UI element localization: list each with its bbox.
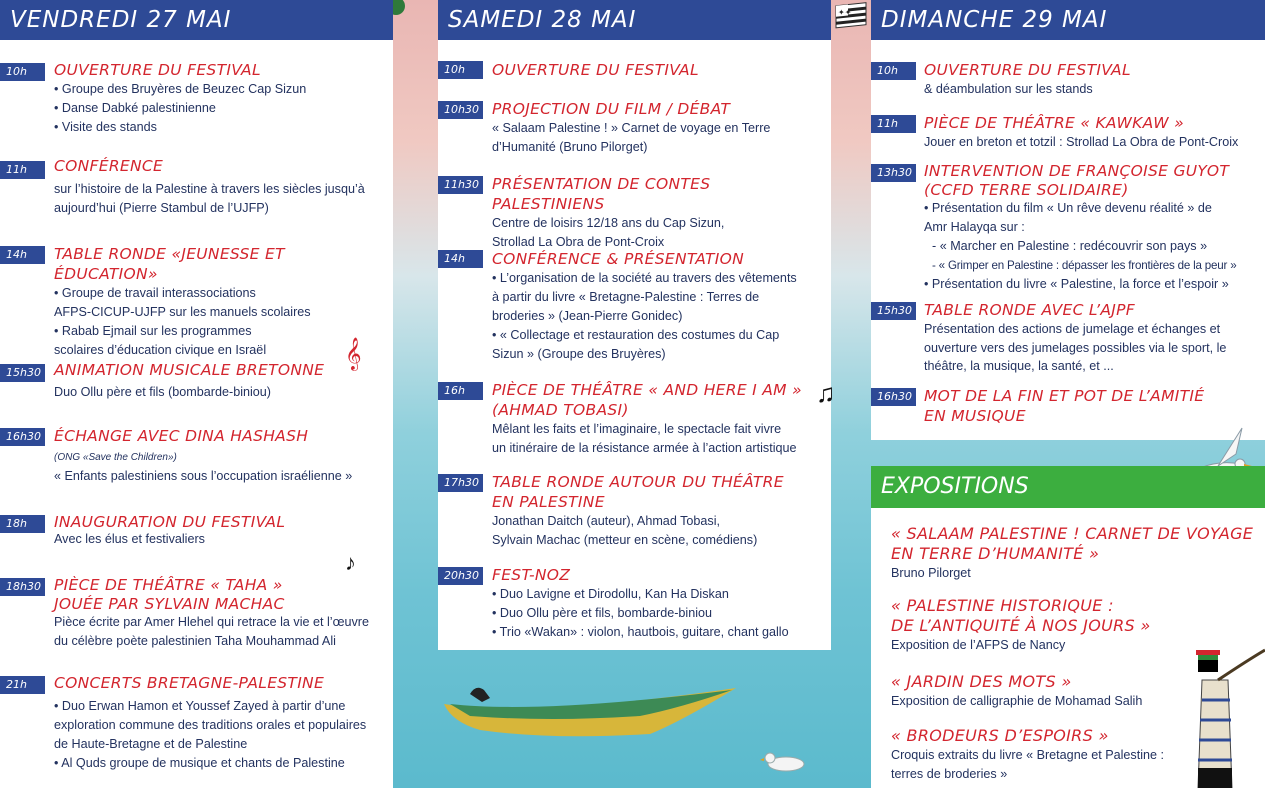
event-title: INAUGURATION DU FESTIVAL [54,513,286,531]
event-line: • « Collectage et restauration des costumes du Cap [492,328,780,342]
friday-column [0,0,393,788]
event-line: du célèbre poète palestinien Taha Mouhammad Ali [54,634,336,648]
friday-event-1 [0,60,393,140]
event-line: à partir du livre « Bretagne-Palestine : Terres de [492,290,760,304]
event-time: 16h30 [0,428,45,446]
sunday-event-2 [871,113,1265,157]
event-title: PRÉSENTATION DE CONTES PALESTINIENS [492,175,711,213]
event-line: • Présentation du film « Un rêve devenu réalité » de [924,201,1212,215]
sunday-column [871,0,1265,440]
svg-text:✦✦: ✦✦ [838,8,852,17]
event-line: AFPS-CICUP-UJFP sur les manuels scolaires [54,305,311,319]
event-line: Jonathan Daitch (auteur), Ahmad Tobasi, [492,514,720,528]
expo-title-2: DE L’ANTIQUITÉ À NOS JOURS » [891,616,1151,635]
event-time: 18h30 [0,578,45,596]
event-line: • Rabab Ejmail sur les programmes [54,324,252,338]
event-title: OUVERTURE DU FESTIVAL [54,61,261,79]
friday-header: VENDREDI 27 MAI [0,0,393,40]
event-time: 17h30 [438,474,483,492]
event-line: Sizun » (Groupe des Bruyères) [492,347,666,361]
event-line: exploration commune des traditions orales et populaires [54,718,367,732]
seagull-small-icon [760,748,810,774]
sunday-header: DIMANCHE 29 MAI [871,0,1265,40]
event-line: Présentation des actions de jumelage et échanges et [924,322,1221,336]
expo-text: Croquis extraits du livre « Bretagne et Palestine : [891,748,1165,762]
event-time: 10h30 [438,101,483,119]
saturday-event-3 [438,174,831,249]
event-line: & déambulation sur les stands [924,82,1093,96]
event-title: TABLE RONDE AUTOUR DU THÉÂTRE [492,473,784,491]
event-title: MOT DE LA FIN ET POT DE L’AMITIÉ [924,387,1205,405]
saturday-event-4 [438,249,831,369]
saturday-event-5 [438,380,831,460]
event-line: « Salaam Palestine ! » Carnet de voyage en Terre [492,121,771,135]
saturday-event-7 [438,565,831,645]
friday-event-8 [0,673,393,783]
event-title: OUVERTURE DU FESTIVAL [492,61,699,79]
event-time: 15h30 [871,302,916,320]
event-line: Mêlant les faits et l’imaginaire, le spectacle fait vivre [492,422,782,436]
event-time: 18h [0,515,45,533]
event-line: - « Grimper en Palestine : dépasser les frontières de la peur » [932,259,1237,272]
treble-clef-icon: 𝄞 [345,338,362,369]
sunday-event-1 [871,60,1265,104]
event-line: • Danse Dabké palestinienne [54,101,216,115]
event-title-2: (CCFD TERRE SOLIDAIRE) [924,181,1129,199]
event-line: • L’organisation de la société au travers des vêtements [492,271,797,285]
event-time: 16h [438,382,483,400]
expo-text-2: terres de broderies » [891,767,1008,781]
friday-event-6 [0,512,393,575]
friday-event-5 [0,426,393,496]
event-note: (ONG «Save the Children») [54,452,177,463]
event-title: OUVERTURE DU FESTIVAL [924,61,1131,79]
saturday-event-1 [438,60,831,86]
event-line: Sylvain Machac (metteur en scène, comédiens) [492,533,758,547]
event-title: PIÈCE DE THÉÂTRE « TAHA » [54,576,283,594]
event-line: Pièce écrite par Amer Hlehel qui retrace la vie et l’œuvre [54,615,369,629]
event-title-2: EN MUSIQUE [924,407,1026,425]
event-title: PIÈCE DE THÉÂTRE « KAWKAW » [924,114,1184,132]
event-line: théâtre, la musique, la santé, et ... [924,359,1114,373]
event-title: ÉCHANGE AVEC DINA HASHASH [54,427,309,445]
event-time: 14h [438,250,483,268]
event-title: ANIMATION MUSICALE BRETONNE [54,361,325,379]
expo-title: « BRODEURS D’ESPOIRS » [891,726,1109,745]
event-title: CONFÉRENCE & PRÉSENTATION [492,250,745,268]
expo-title: « PALESTINE HISTORIQUE : [891,596,1114,615]
event-time: 11h30 [438,176,483,194]
event-title-2: EN PALESTINE [492,493,605,511]
saturday-event-6 [438,472,831,552]
expo-text: Bruno Pilorget [891,566,971,580]
breton-flag-icon [834,2,870,34]
event-line: • Duo Lavigne et Dirodollu, Kan Ha Diskan [492,587,729,601]
boat-illustration [440,682,740,742]
saturday-column [438,0,831,650]
lighthouse-illustration [1188,640,1265,788]
event-line: • Trio «Wakan» : violon, hautbois, guitare, chant gallo [492,625,789,639]
event-line: aujourd’hui (Pierre Stambul de l’UJFP) [54,201,269,215]
event-line: - « Marcher en Palestine : redécouvrir son pays » [932,239,1208,253]
event-line: • Al Quds groupe de musique et chants de Palestine [54,756,345,770]
music-notes-icon: ♫ [816,378,836,408]
event-line: d’Humanité (Bruno Pilorget) [492,140,648,154]
expo-item-1 [891,524,1261,583]
event-time: 14h [0,246,45,264]
event-line: • Présentation du livre « Palestine, la force et l’espoir » [924,277,1229,291]
event-title: PROJECTION DU FILM / DÉBAT [492,100,731,118]
sunday-event-4 [871,300,1265,380]
event-line: • Duo Ollu père et fils, bombarde-biniou [492,606,713,620]
expo-text: Exposition de calligraphie de Mohamad Salih [891,694,1143,708]
event-line: « Enfants palestiniens sous l’occupation israélienne » [54,469,353,483]
event-time: 10h [871,62,916,80]
expo-text: Exposition de l’AFPS de Nancy [891,638,1066,652]
event-title: CONFÉRENCE [54,157,164,175]
event-line: Jouer en breton et totzil : Strollad La Obra de Pont-Croix [924,135,1239,149]
friday-event-7 [0,575,393,655]
event-title: TABLE RONDE «JEUNESSE ET ÉDUCATION» [54,245,285,283]
event-title: TABLE RONDE AVEC L’AJPF [924,301,1135,319]
event-line: broderies » (Jean-Pierre Gonidec) [492,309,683,323]
event-line: • Groupe des Bruyères de Beuzec Cap Sizun [54,82,307,96]
friday-event-3 [0,244,393,357]
event-line: • Duo Erwan Hamon et Youssef Zayed à partir d’une [54,699,346,713]
event-line: ouverture vers des jumelages possibles via le sport, le [924,340,1227,355]
event-line: Strollad La Obra de Pont-Croix [492,235,665,249]
expositions-header: EXPOSITIONS [871,466,1265,508]
event-time: 15h30 [0,364,45,382]
friday-event-2 [0,156,393,226]
expo-title-2: EN TERRE D’HUMANITÉ » [891,544,1100,563]
event-time: 11h [871,115,916,133]
event-line: Amr Halayqa sur : [924,220,1025,234]
sunday-event-3 [871,162,1265,297]
event-time: 10h [438,61,483,79]
event-line: Centre de loisirs 12/18 ans du Cap Sizun, [492,216,725,230]
event-line: Avec les élus et festivaliers [54,532,205,546]
event-line: Duo Ollu père et fils (bombarde-biniou) [54,385,271,399]
event-title-2: (AHMAD TOBASI) [492,401,629,419]
music-note-icon: ♪ [345,550,356,575]
event-line: un itinéraire de la résistance armée à l’action artistique [492,441,797,455]
expo-title: « SALAAM PALESTINE ! CARNET DE VOYAGE [891,524,1254,543]
saturday-header: SAMEDI 28 MAI [438,0,831,40]
event-line: sur l’histoire de la Palestine à travers les siècles jusqu’à [54,182,365,196]
event-time: 20h30 [438,567,483,585]
event-line: de Haute-Bretagne et de Palestine [54,737,248,751]
event-time: 10h [0,63,45,81]
event-time: 16h30 [871,388,916,406]
expo-title: « JARDIN DES MOTS » [891,672,1072,691]
event-title: CONCERTS BRETAGNE-PALESTINE [54,674,325,692]
event-title: FEST-NOZ [492,566,571,584]
event-time: 13h30 [871,164,916,182]
event-time: 11h [0,161,45,179]
event-line: • Visite des stands [54,120,157,134]
saturday-event-2 [438,99,831,161]
event-title: PIÈCE DE THÉÂTRE « AND HERE I AM » [492,381,802,399]
event-line: scolaires d’éducation civique en Israël [54,343,267,357]
event-line: • Groupe de travail interassociations [54,286,256,300]
event-time: 21h [0,676,45,694]
event-title-2: JOUÉE PAR SYLVAIN MACHAC [54,595,285,613]
event-title: INTERVENTION DE FRANÇOISE GUYOT [924,162,1230,180]
